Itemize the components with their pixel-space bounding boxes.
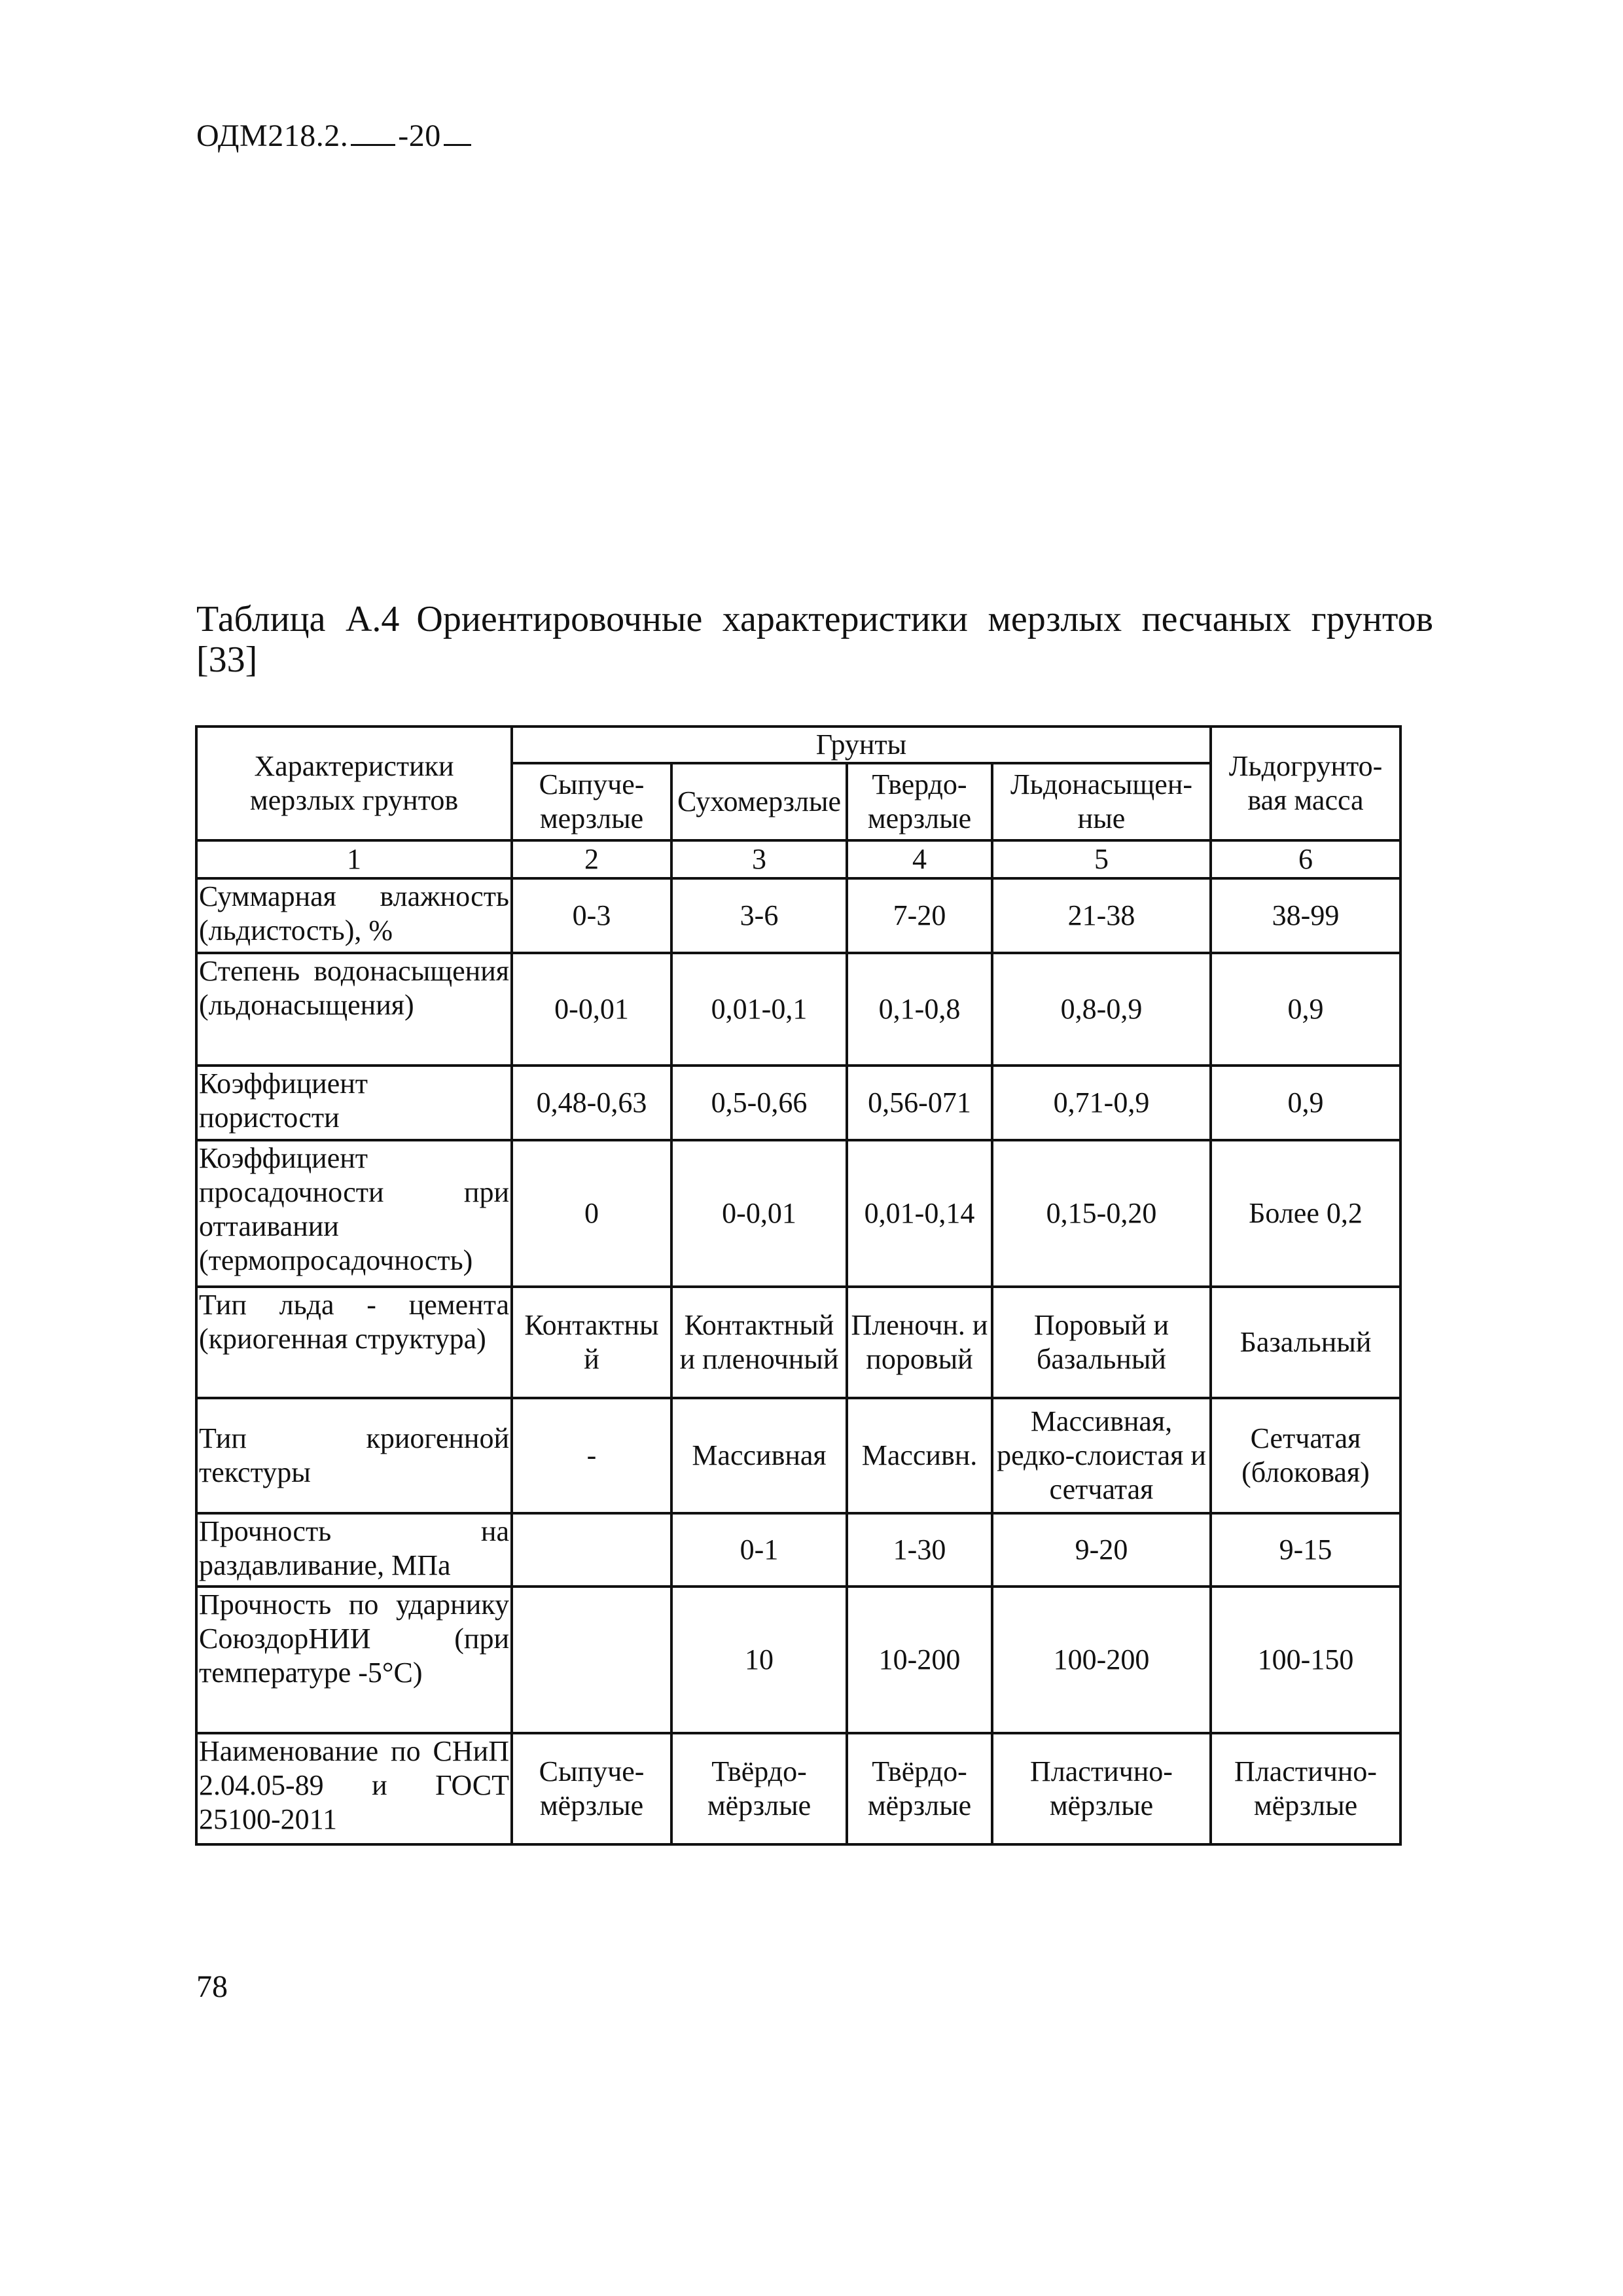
table-cell: Сетчатая (блоковая) (1211, 1398, 1400, 1513)
table-cell: 0-1 (671, 1513, 847, 1587)
header-characteristics: Характеристики мерзлых грунтов (196, 726, 512, 840)
table-cell: 0,71-0,9 (992, 1066, 1211, 1140)
column-number: 5 (992, 840, 1211, 878)
row-label-standard-name: Наименование по СНиП 2.04.05-89 и ГОСТ 25100-2011 (196, 1733, 512, 1844)
column-number: 4 (847, 840, 992, 878)
doc-code-blank-2 (444, 115, 471, 146)
table-cell: Контактны й (512, 1287, 671, 1398)
header-col-6: Льдогрунто-вая масса (1211, 726, 1400, 840)
table-header-row-1 (196, 726, 1400, 763)
doc-code-prefix: ОДМ218.2. (196, 118, 349, 153)
header-col-2: Сыпуче-мерзлые (512, 763, 671, 840)
table-cell: 100-200 (992, 1587, 1211, 1733)
table-cell: Сыпуче-мёрзлые (512, 1733, 671, 1844)
table-cell: Поровый и базальный (992, 1287, 1211, 1398)
table-row (196, 1513, 1400, 1587)
table-cell: 0-0,01 (512, 953, 671, 1066)
table-row (196, 878, 1400, 953)
row-label-water-saturation: Степень водонасыщения (льдонасыщения) (196, 953, 512, 1066)
table-cell: 1-30 (847, 1513, 992, 1587)
table-cell: Твёрдо-мёрзлые (847, 1733, 992, 1844)
table-caption (196, 599, 1433, 680)
table-cell: Пластично-мёрзлые (992, 1733, 1211, 1844)
table-cell: Массивная, редко-слоистая и сетчатая (992, 1398, 1211, 1513)
table-caption-label: Таблица А.4 (196, 599, 400, 639)
row-label-porosity: Коэффициент пористости (196, 1066, 512, 1140)
table-cell: 0,48-0,63 (512, 1066, 671, 1140)
table-cell: Массивн. (847, 1398, 992, 1513)
doc-code-middle: -20 (398, 118, 441, 153)
table-cell: Базальный (1211, 1287, 1400, 1398)
table-cell: Пленочн. и поровый (847, 1287, 992, 1398)
row-label-crushing-strength: Прочность на раздавливание, МПа (196, 1513, 512, 1587)
table-cell: 9-15 (1211, 1513, 1400, 1587)
table-cell: 100-150 (1211, 1587, 1400, 1733)
table-cell: 0,9 (1211, 953, 1400, 1066)
header-col-5: Льдонасыщен-ные (992, 763, 1211, 840)
table-cell (512, 1587, 671, 1733)
header-col-4: Твердо-мерзлые (847, 763, 992, 840)
row-label-thaw-settlement: Коэффициент просадочности при оттаивании (термопросадочность) (196, 1140, 512, 1287)
table-cell: 0-0,01 (671, 1140, 847, 1287)
table-cell: 0,01-0,1 (671, 953, 847, 1066)
table-cell: 0,1-0,8 (847, 953, 992, 1066)
table-cell: Более 0,2 (1211, 1140, 1400, 1287)
table-cell: Твёрдо-мёрзлые (671, 1733, 847, 1844)
header-soils-group: Грунты (512, 726, 1211, 763)
table-cell: 0,5-0,66 (671, 1066, 847, 1140)
column-number: 1 (196, 840, 512, 878)
table-cell: 9-20 (992, 1513, 1211, 1587)
table-cell: Контактный и пленочный (671, 1287, 847, 1398)
table-cell (512, 1513, 671, 1587)
header-col-3: Сухомерзлые (671, 763, 847, 840)
table-cell: 0,8-0,9 (992, 953, 1211, 1066)
table-cell: 7-20 (847, 878, 992, 953)
table-cell: 10 (671, 1587, 847, 1733)
table-cell: - (512, 1398, 671, 1513)
table-cell: 38-99 (1211, 878, 1400, 953)
table-row (196, 1287, 1400, 1398)
row-label-total-moisture: Суммарная влажность (льдистость), % (196, 878, 512, 953)
table-cell: Пластично-мёрзлые (1211, 1733, 1400, 1844)
document-code (196, 115, 471, 154)
table-cell: 0,9 (1211, 1066, 1400, 1140)
page-number: 78 (196, 1969, 228, 2004)
table-row (196, 1733, 1400, 1844)
row-label-impact-strength: Прочность по ударнику СоюздорНИИ (при температуре -5°С) (196, 1587, 512, 1733)
table-cell: 10-200 (847, 1587, 992, 1733)
table-row (196, 1398, 1400, 1513)
table-cell: 21-38 (992, 878, 1211, 953)
table-cell: 0,01-0,14 (847, 1140, 992, 1287)
column-number: 6 (1211, 840, 1400, 878)
frozen-soils-table (195, 725, 1402, 1846)
table-cell: 0,15-0,20 (992, 1140, 1211, 1287)
table-caption-title: Ориентировочные характеристики мерзлых песчаных грунтов [33] (196, 599, 1434, 680)
table-cell: Массивная (671, 1398, 847, 1513)
column-number: 2 (512, 840, 671, 878)
row-label-cryogenic-texture: Тип криогенной текстуры (196, 1398, 512, 1513)
doc-code-blank-1 (351, 115, 395, 146)
row-label-ice-cement-type: Тип льда - цемента (криогенная структура) (196, 1287, 512, 1398)
table-cell: 0,56-071 (847, 1066, 992, 1140)
column-number-row (196, 840, 1400, 878)
table-cell: 0 (512, 1140, 671, 1287)
column-number: 3 (671, 840, 847, 878)
table-row (196, 1140, 1400, 1287)
table-row (196, 1587, 1400, 1733)
table-row (196, 953, 1400, 1066)
table-cell: 3-6 (671, 878, 847, 953)
table-row (196, 1066, 1400, 1140)
table-cell: 0-3 (512, 878, 671, 953)
